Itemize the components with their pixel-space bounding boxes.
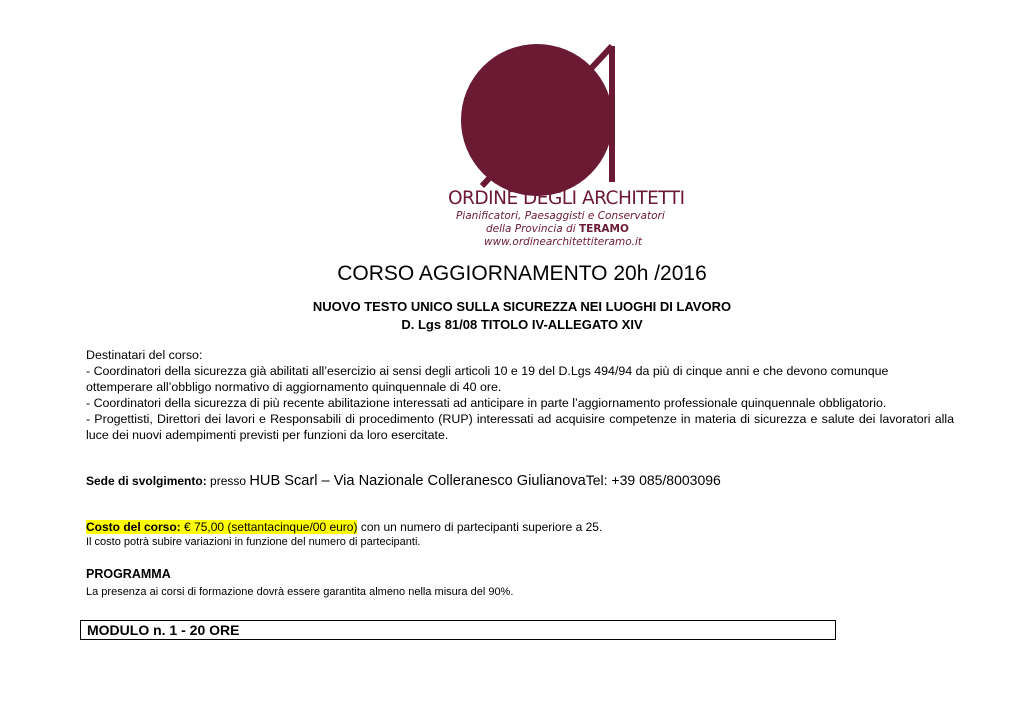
costo-note: Il costo potrà subire variazioni in funzione del numero di partecipanti. bbox=[86, 536, 421, 548]
logo-title: ORDINE DEGLI ARCHITETTI bbox=[448, 188, 685, 209]
destinatari-item: - Coordinatori della sicurezza di più recente abilitazione interessati ad anticipare in parte l’aggiornamento professionale quinquennale obbligatorio. bbox=[86, 396, 887, 410]
logo-subtitle: Pianificatori, Paesaggisti e Conservatori bbox=[456, 210, 665, 222]
sede-venue: HUB Scarl – Via Nazionale Colleranesco Giulianova bbox=[249, 473, 586, 489]
subtitle-1: NUOVO TESTO UNICO SULLA SICUREZZA NEI LUOGHI DI LAVORO bbox=[312, 299, 732, 314]
sede-presso: presso bbox=[206, 474, 250, 488]
programma-heading: PROGRAMMA bbox=[86, 567, 171, 581]
costo-amount: € 75,00 (settantacinque/00 euro) bbox=[180, 520, 358, 534]
sede-line bbox=[86, 472, 721, 489]
costo-section bbox=[86, 520, 602, 550]
programma-note: La presenza ai corsi di formazione dovrà essere garantita almeno nella misura del 90%. bbox=[86, 586, 514, 598]
logo-text bbox=[448, 188, 685, 248]
sede-label: Sede di svolgimento: bbox=[86, 474, 207, 488]
destinatari-heading: Destinatari del corso: bbox=[86, 348, 203, 362]
course-title: CORSO AGGIORNAMENTO 20h /2016 bbox=[337, 262, 707, 285]
modulo-box: MODULO n. 1 - 20 ORE bbox=[80, 620, 836, 640]
sede-tel: Tel: +39 085/8003096 bbox=[585, 472, 721, 488]
logo-website: www.ordinearchitettiteramo.it bbox=[484, 236, 643, 248]
logo-province: della Provincia di TERAMO bbox=[486, 223, 629, 235]
costo-label: Costo del corso: bbox=[86, 520, 181, 534]
destinatari-item: - Coordinatori della sicurezza già abilitati all’esercizio ai sensi degli articoli 10 e 19 del D.Lgs 494/94 da più di cinque anni e che devono comunque ottemperare all’obbligo normativo di aggiornamento quinquennale di 40 ore. bbox=[86, 364, 889, 394]
destinatari-section bbox=[86, 347, 954, 443]
subtitle-2: D. Lgs 81/08 TITOLO IV-ALLEGATO XIV bbox=[401, 317, 643, 332]
costo-condition: con un numero di partecipanti superiore a 25. bbox=[357, 520, 603, 534]
costo-line bbox=[86, 520, 602, 535]
destinatari-item: - Progettisti, Direttori dei lavori e Responsabili di procedimento (RUP) interessati ad acquisire competenze in materia di sicurezza e salute dei lavoratori alla luce dei nuovi adempimenti previsti per funzioni da loro esercitate. bbox=[86, 412, 954, 442]
